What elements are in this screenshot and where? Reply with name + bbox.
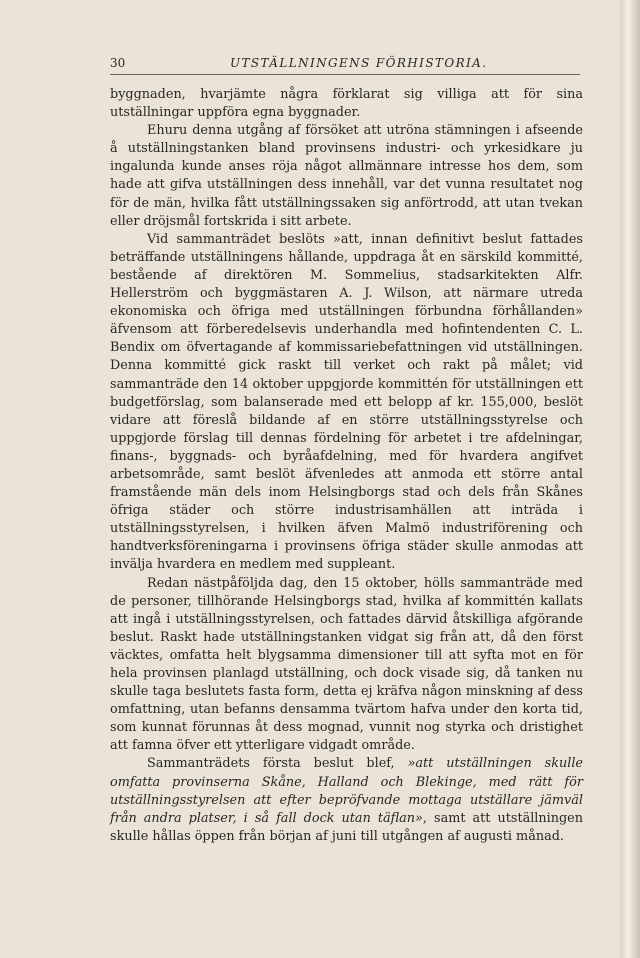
page-header <box>110 52 580 74</box>
paragraph-tail: , samt att utställningen skulle hållas öppen från början af juni till utgången af augusti månad. <box>110 810 583 844</box>
page-number: 30 <box>110 56 126 70</box>
paragraph: Redan nästpåföljda dag, den 15 oktober, hölls sammanträde med de personer, tillhörande Helsingborgs stad, hvilka af kommittén kallats att ingå i utställningsstyrelsen, och fattades därvid åtskilliga afgörande beslut. Raskt hade utställningstanken vidgat sig från att, då den först väcktes, omfatta helt blygsamma dimensioner till att syfta mot en för hela provinsen planlagd utställning, och dock visade sig, då tanken nu skulle taga beslutets fasta form, detta ej kräfva någon minskning af dess omfattning, utan befanns densamma tvärtom hafva under den korta tid, som kunnat förunnas åt dess mognad, vunnit nog styrka och dristighet att famna öfver ett ytterligare vidgadt område. <box>110 575 583 754</box>
running-title: UTSTÄLLNINGENS FÖRHISTORIA. <box>230 56 488 70</box>
paragraph: Ehuru denna utgång af försöket att utröna stämningen i afseende å utställningstanken bland provinsens industri- och yrkesidkare ju ingalunda kunde anses röja något allmännare intresse hos dem, som hade att gifva utställningen dess innehåll, var det vunna resultatet nog för de män, hvilka fått utställningssaken sig anförtrodd, att utan tvekan eller dröjsmål fortskrida i sitt arbete. <box>110 123 583 229</box>
body-text <box>110 86 583 846</box>
paragraph-lead: Sammanträdets första beslut blef, <box>147 756 408 772</box>
paragraph: Vid sammanträdet beslöts »att, innan definitivt beslut fattades beträffande utställningens hållande, uppdraga åt en särskild kommitté, bestående af direktören M. Sommelius, stadsarkitekten Alfr. Hellerström och byggmästaren A. J. Wilson, att närmare utreda ekonomiska och öfriga med utställningen förbundna förhållanden» äfvensom att förberedelsevis underhandla med hofintendenten C. L. Bendix om öfvertagande af kommissariebefattningen vid utställningen. Denna kommitté gick raskt till verket och rakt på målet; vid sammanträde den 14 oktober uppgjorde kommittén för utställningen ett budgetförslag, som balanserade med ett belopp af kr. 155,000, beslöt vidare att föreslå bildande af en större utställningsstyrelse och uppgjorde förslag till dennas fördelning för arbetet i tre afdelningar, finans-, byggnads- och byråafdelning, med för hvardera angifvet arbetsområde, samt beslöt äfvenledes att anmoda ett större antal framstående män dels inom Helsingborgs stad och dels från Skånes öfriga städer och större industrisamhällen att inträda i utställningsstyrelsen, i hvilken äfven Malmö industriförening och handtverksföreningarna i provinsens öfriga städer skulle anmodas att invälja hvardera en medlem med suppleant. <box>110 231 583 573</box>
paragraph <box>110 755 583 845</box>
header-rule <box>110 74 580 75</box>
quoted-decision: »att utställningen skulle omfatta provinserna Skåne, Halland och Blekinge, med rätt för utställningsstyrelsen att efter bepröfvande mottaga utställare jämväl från andra platser, i så fall dock utan täflan» <box>110 756 583 826</box>
paragraph: byggnaden, hvarjämte några förklarat sig villiga att för sina utställningar uppföra egna byggnader. <box>110 87 583 121</box>
page-edge <box>620 0 640 958</box>
